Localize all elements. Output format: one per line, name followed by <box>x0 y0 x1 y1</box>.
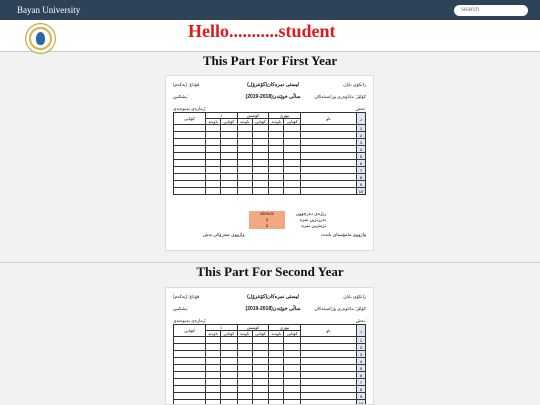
sub-header: کۆتایی <box>252 331 269 337</box>
table-row <box>174 146 366 153</box>
sheet-title: لیستی نمرەکان(کۆنترۆل) <box>247 82 299 88</box>
grade-cell[interactable] <box>206 181 221 188</box>
grade-cell[interactable] <box>301 344 357 351</box>
grade-cell[interactable] <box>206 393 221 400</box>
sub-header: کۆتایی <box>252 119 269 125</box>
grade-cell[interactable] <box>221 174 238 181</box>
grade-cell[interactable] <box>252 337 269 344</box>
grade-cell[interactable] <box>221 146 238 153</box>
pass-rate-value: #DIV/0! <box>260 211 274 216</box>
grade-cell[interactable] <box>206 125 221 132</box>
row-number: 3 <box>357 351 366 358</box>
grade-cell[interactable] <box>237 167 252 174</box>
grade-cell[interactable] <box>284 160 301 167</box>
grade-cell[interactable] <box>221 344 238 351</box>
grade-cell[interactable] <box>301 379 357 386</box>
grade-cell[interactable] <box>252 167 269 174</box>
table-row <box>174 139 366 146</box>
grade-cell[interactable] <box>284 344 301 351</box>
grade-cell[interactable] <box>269 153 284 160</box>
grade-cell[interactable] <box>206 379 221 386</box>
grade-cell[interactable] <box>221 393 238 400</box>
grade-cell[interactable] <box>237 386 252 393</box>
max-grade-value: 0 <box>265 217 269 222</box>
grade-cell[interactable] <box>284 400 301 405</box>
grade-cell[interactable] <box>252 372 269 379</box>
name-header: ناو <box>301 325 357 337</box>
grade-cell[interactable] <box>221 365 238 372</box>
section-title-second-year: This Part For Second Year <box>196 264 344 279</box>
max-grade-label: بەرزترین نمرە <box>299 217 326 222</box>
pass-rate-box <box>249 211 285 229</box>
grade-cell[interactable] <box>252 358 269 365</box>
table-row <box>174 393 366 400</box>
sub-header: کۆتایی <box>221 331 238 337</box>
grade-cell[interactable] <box>237 125 252 132</box>
row-number: 1 <box>357 125 366 132</box>
grade-cell[interactable] <box>284 358 301 365</box>
col-percent: ٪ <box>206 325 238 331</box>
row-number: 10 <box>357 400 366 405</box>
grade-cell[interactable] <box>301 153 357 160</box>
grade-cell[interactable] <box>269 337 284 344</box>
department-label: بەش: <box>355 318 366 323</box>
grade-cell[interactable] <box>206 344 221 351</box>
grade-cell[interactable] <box>174 181 206 188</box>
grade-cell[interactable] <box>301 393 357 400</box>
university-label: زانکۆی بایان <box>343 294 366 299</box>
table-row <box>174 174 366 181</box>
grade-cell[interactable] <box>269 386 284 393</box>
grade-cell[interactable] <box>237 174 252 181</box>
grade-cell[interactable] <box>269 365 284 372</box>
sub-header: ناوەند <box>269 331 284 337</box>
sub-header: کۆتایی <box>284 119 301 125</box>
pass-rate-label: رێژەی دەرچوون <box>295 211 326 216</box>
grade-cell[interactable] <box>174 344 206 351</box>
grade-cell[interactable] <box>269 372 284 379</box>
sub-header: ناوەند <box>269 119 284 125</box>
grade-cell[interactable] <box>221 181 238 188</box>
grade-cell[interactable] <box>252 393 269 400</box>
grade-cell[interactable] <box>221 358 238 365</box>
grade-cell[interactable] <box>284 146 301 153</box>
grade-cell[interactable] <box>284 386 301 393</box>
grade-cell[interactable] <box>206 132 221 139</box>
table-body <box>174 337 366 405</box>
grade-cell[interactable] <box>252 386 269 393</box>
grade-cell[interactable] <box>221 125 238 132</box>
grade-cell[interactable] <box>301 351 357 358</box>
grade-cell[interactable] <box>252 146 269 153</box>
table-body <box>174 125 366 195</box>
table-row <box>174 337 366 344</box>
grade-cell[interactable] <box>301 400 357 405</box>
grade-cell[interactable] <box>174 358 206 365</box>
grade-cell[interactable] <box>284 153 301 160</box>
grade-cell[interactable] <box>237 153 252 160</box>
section-title-first-year: This Part For First Year <box>202 53 338 68</box>
grades-table <box>173 112 366 195</box>
grade-cell[interactable] <box>174 167 206 174</box>
university-label: زانکۆی بایان <box>343 82 366 87</box>
grade-cell[interactable] <box>221 386 238 393</box>
table-row <box>174 125 366 132</box>
sheet-header <box>173 294 366 322</box>
exam-label: پشکنین: <box>173 94 189 99</box>
row-number: 9 <box>357 181 366 188</box>
grade-cell[interactable] <box>237 393 252 400</box>
grade-cell[interactable] <box>221 337 238 344</box>
table-row <box>174 351 366 358</box>
table-row <box>174 153 366 160</box>
col-theory: تیۆری <box>269 325 301 331</box>
grade-cell[interactable] <box>301 174 357 181</box>
grade-cell[interactable] <box>301 160 357 167</box>
grade-cell[interactable] <box>174 132 206 139</box>
table-row <box>174 400 366 405</box>
row-number: 5 <box>357 153 366 160</box>
grade-cell[interactable] <box>237 351 252 358</box>
grade-cell[interactable] <box>284 351 301 358</box>
col-theory: تیۆری <box>269 113 301 119</box>
table-row <box>174 167 366 174</box>
grade-cell[interactable] <box>252 125 269 132</box>
grade-cell[interactable] <box>206 146 221 153</box>
grade-cell[interactable] <box>237 188 252 195</box>
grade-cell[interactable] <box>284 132 301 139</box>
grade-cell[interactable] <box>301 167 357 174</box>
grade-cell[interactable] <box>252 153 269 160</box>
sheet-header <box>173 82 366 110</box>
search-input[interactable] <box>454 5 528 16</box>
grade-cell[interactable] <box>252 365 269 372</box>
row-number: 8 <box>357 386 366 393</box>
grade-cell[interactable] <box>269 344 284 351</box>
grade-cell[interactable] <box>237 181 252 188</box>
row-number: 7 <box>357 379 366 386</box>
grade-cell[interactable] <box>284 181 301 188</box>
section-divider <box>0 262 540 263</box>
grade-cell[interactable] <box>174 153 206 160</box>
grade-cell[interactable] <box>237 337 252 344</box>
grade-cell[interactable] <box>206 153 221 160</box>
department-label: بەش: <box>355 106 366 111</box>
grade-cell[interactable] <box>269 132 284 139</box>
grade-cell[interactable] <box>252 344 269 351</box>
grade-cell[interactable] <box>269 400 284 405</box>
sheet-title: لیستی نمرەکان(کۆنترۆل) <box>247 294 299 300</box>
row-number: 1 <box>357 337 366 344</box>
grade-cell[interactable] <box>206 188 221 195</box>
grade-cell[interactable] <box>301 337 357 344</box>
grade-cell[interactable] <box>252 139 269 146</box>
grade-cell[interactable] <box>221 372 238 379</box>
grade-cell[interactable] <box>237 372 252 379</box>
grade-cell[interactable] <box>206 365 221 372</box>
grade-cell[interactable] <box>301 358 357 365</box>
sheet-year: ساڵی خوێندن(2018-2019) <box>245 94 301 100</box>
row-number: 4 <box>357 358 366 365</box>
grade-cell[interactable] <box>237 344 252 351</box>
grade-cell[interactable] <box>301 146 357 153</box>
grade-cell[interactable] <box>174 372 206 379</box>
grade-cell[interactable] <box>174 174 206 181</box>
grade-cell[interactable] <box>174 386 206 393</box>
grade-cell[interactable] <box>301 125 357 132</box>
grade-cell[interactable] <box>174 188 206 195</box>
stage-label: قۆناغ: (يەكەم) <box>173 82 200 87</box>
grades-table <box>173 324 366 405</box>
sheet-footer <box>173 195 366 247</box>
grade-cell[interactable] <box>221 400 238 405</box>
grade-cell[interactable] <box>206 337 221 344</box>
grade-cell[interactable] <box>301 132 357 139</box>
grade-cell[interactable] <box>269 174 284 181</box>
sub-header: کۆتایی <box>284 331 301 337</box>
sub-header: ناوەند <box>206 331 221 337</box>
grade-cell[interactable] <box>301 139 357 146</box>
greeting-heading: Hello...........student <box>188 21 336 41</box>
row-number: 2 <box>357 344 366 351</box>
exam-label: پشکنین: <box>173 306 189 311</box>
teacher-signature-label: واژووی مامۆستای بابەت <box>320 232 366 237</box>
grade-cell[interactable] <box>284 372 301 379</box>
grade-sheet-first-year[interactable] <box>165 75 374 251</box>
brand-name[interactable]: Bayan University <box>17 5 81 15</box>
grade-cell[interactable] <box>252 188 269 195</box>
grade-cell[interactable] <box>221 351 238 358</box>
grade-cell[interactable] <box>221 188 238 195</box>
grade-cell[interactable] <box>284 379 301 386</box>
grade-cell[interactable] <box>269 351 284 358</box>
grade-cell[interactable] <box>284 337 301 344</box>
grade-cell[interactable] <box>237 132 252 139</box>
grade-cell[interactable] <box>174 139 206 146</box>
grade-cell[interactable] <box>237 379 252 386</box>
grade-cell[interactable] <box>252 400 269 405</box>
table-row <box>174 372 366 379</box>
grade-cell[interactable] <box>237 146 252 153</box>
grade-cell[interactable] <box>252 174 269 181</box>
contact-label: ژمارەی پەیوەندی: <box>173 106 207 111</box>
sub-header: کۆتایی <box>221 119 238 125</box>
grade-cell[interactable] <box>174 160 206 167</box>
num-header: ز <box>357 325 366 337</box>
grade-cell[interactable] <box>269 125 284 132</box>
grade-cell[interactable] <box>221 167 238 174</box>
table-row <box>174 132 366 139</box>
grade-cell[interactable] <box>284 393 301 400</box>
grade-cell[interactable] <box>269 358 284 365</box>
row-number: 6 <box>357 372 366 379</box>
grade-cell[interactable] <box>269 167 284 174</box>
row-number: 2 <box>357 132 366 139</box>
college-label: کۆلێژ: ماناوەری وزانستەکان <box>314 94 366 99</box>
row-number: 4 <box>357 146 366 153</box>
grade-cell[interactable] <box>269 139 284 146</box>
col-percent: ٪ <box>206 113 238 119</box>
row-number: 7 <box>357 167 366 174</box>
grade-cell[interactable] <box>221 153 238 160</box>
grade-cell[interactable] <box>237 139 252 146</box>
table-row <box>174 160 366 167</box>
grade-cell[interactable] <box>301 372 357 379</box>
grade-cell[interactable] <box>206 139 221 146</box>
grade-cell[interactable] <box>206 167 221 174</box>
table-row <box>174 386 366 393</box>
grade-cell[interactable] <box>206 386 221 393</box>
grade-cell[interactable] <box>174 365 206 372</box>
stage-label: قۆناغ: (يەكەم) <box>173 294 200 299</box>
grade-cell[interactable] <box>269 181 284 188</box>
final-header: کۆتایی <box>174 325 206 337</box>
min-grade-value: 0 <box>265 223 269 228</box>
grade-cell[interactable] <box>206 351 221 358</box>
table-row <box>174 188 366 195</box>
grade-cell[interactable] <box>237 400 252 405</box>
top-navbar <box>0 0 540 20</box>
grade-cell[interactable] <box>301 386 357 393</box>
grade-cell[interactable] <box>269 188 284 195</box>
final-header: کۆتایی <box>174 113 206 125</box>
grade-cell[interactable] <box>269 393 284 400</box>
table-row <box>174 181 366 188</box>
grade-cell[interactable] <box>221 379 238 386</box>
grade-cell[interactable] <box>174 379 206 386</box>
grade-cell[interactable] <box>301 365 357 372</box>
grade-cell[interactable] <box>174 400 206 405</box>
grade-cell[interactable] <box>252 351 269 358</box>
sub-header: ناوەند <box>237 119 252 125</box>
name-header: ناو <box>301 113 357 125</box>
grade-cell[interactable] <box>301 181 357 188</box>
college-label: کۆلێژ: ماناوەری وزانستەکان <box>314 306 366 311</box>
grade-cell[interactable] <box>269 146 284 153</box>
contact-label: ژمارەی پەیوەندی: <box>173 318 207 323</box>
grade-cell[interactable] <box>206 160 221 167</box>
row-number: 5 <box>357 365 366 372</box>
head-signature-label: واژووی سەرۆکی بەش <box>203 232 245 237</box>
table-row <box>174 358 366 365</box>
sheet-year: ساڵی خوێندن(2018-2019) <box>245 306 301 312</box>
grade-cell[interactable] <box>206 174 221 181</box>
grade-cell[interactable] <box>252 160 269 167</box>
table-row <box>174 365 366 372</box>
row-number: 8 <box>357 174 366 181</box>
table-row <box>174 344 366 351</box>
grade-cell[interactable] <box>284 167 301 174</box>
grade-cell[interactable] <box>221 132 238 139</box>
grade-cell[interactable] <box>174 337 206 344</box>
row-number: 9 <box>357 393 366 400</box>
row-number: 3 <box>357 139 366 146</box>
col-effort: کۆشش <box>237 113 269 119</box>
sub-header: ناوەند <box>206 119 221 125</box>
grade-cell[interactable] <box>174 393 206 400</box>
sub-header: ناوەند <box>237 331 252 337</box>
grade-cell[interactable] <box>269 379 284 386</box>
grade-cell[interactable] <box>269 160 284 167</box>
grade-cell[interactable] <box>174 146 206 153</box>
grade-cell[interactable] <box>252 379 269 386</box>
table-row <box>174 379 366 386</box>
grade-cell[interactable] <box>237 358 252 365</box>
grade-cell[interactable] <box>237 365 252 372</box>
university-logo-icon <box>25 23 56 54</box>
grade-cell[interactable] <box>301 188 357 195</box>
row-number: 6 <box>357 160 366 167</box>
grade-cell[interactable] <box>252 132 269 139</box>
grade-cell[interactable] <box>206 372 221 379</box>
grade-cell[interactable] <box>237 160 252 167</box>
grade-cell[interactable] <box>252 181 269 188</box>
grade-cell[interactable] <box>206 400 221 405</box>
page-header <box>0 20 540 52</box>
num-header: ز <box>357 113 366 125</box>
grade-cell[interactable] <box>284 188 301 195</box>
grade-cell[interactable] <box>221 139 238 146</box>
grade-cell[interactable] <box>284 125 301 132</box>
grade-cell[interactable] <box>221 160 238 167</box>
grade-cell[interactable] <box>206 358 221 365</box>
grade-cell[interactable] <box>284 139 301 146</box>
grade-cell[interactable] <box>284 365 301 372</box>
col-effort: کۆشش <box>237 325 269 331</box>
min-grade-label: نزمترین نمرە <box>301 223 326 228</box>
grade-sheet-second-year[interactable] <box>165 287 374 405</box>
grade-cell[interactable] <box>174 125 206 132</box>
row-number: 10 <box>357 188 366 195</box>
grade-cell[interactable] <box>284 174 301 181</box>
grade-cell[interactable] <box>174 351 206 358</box>
